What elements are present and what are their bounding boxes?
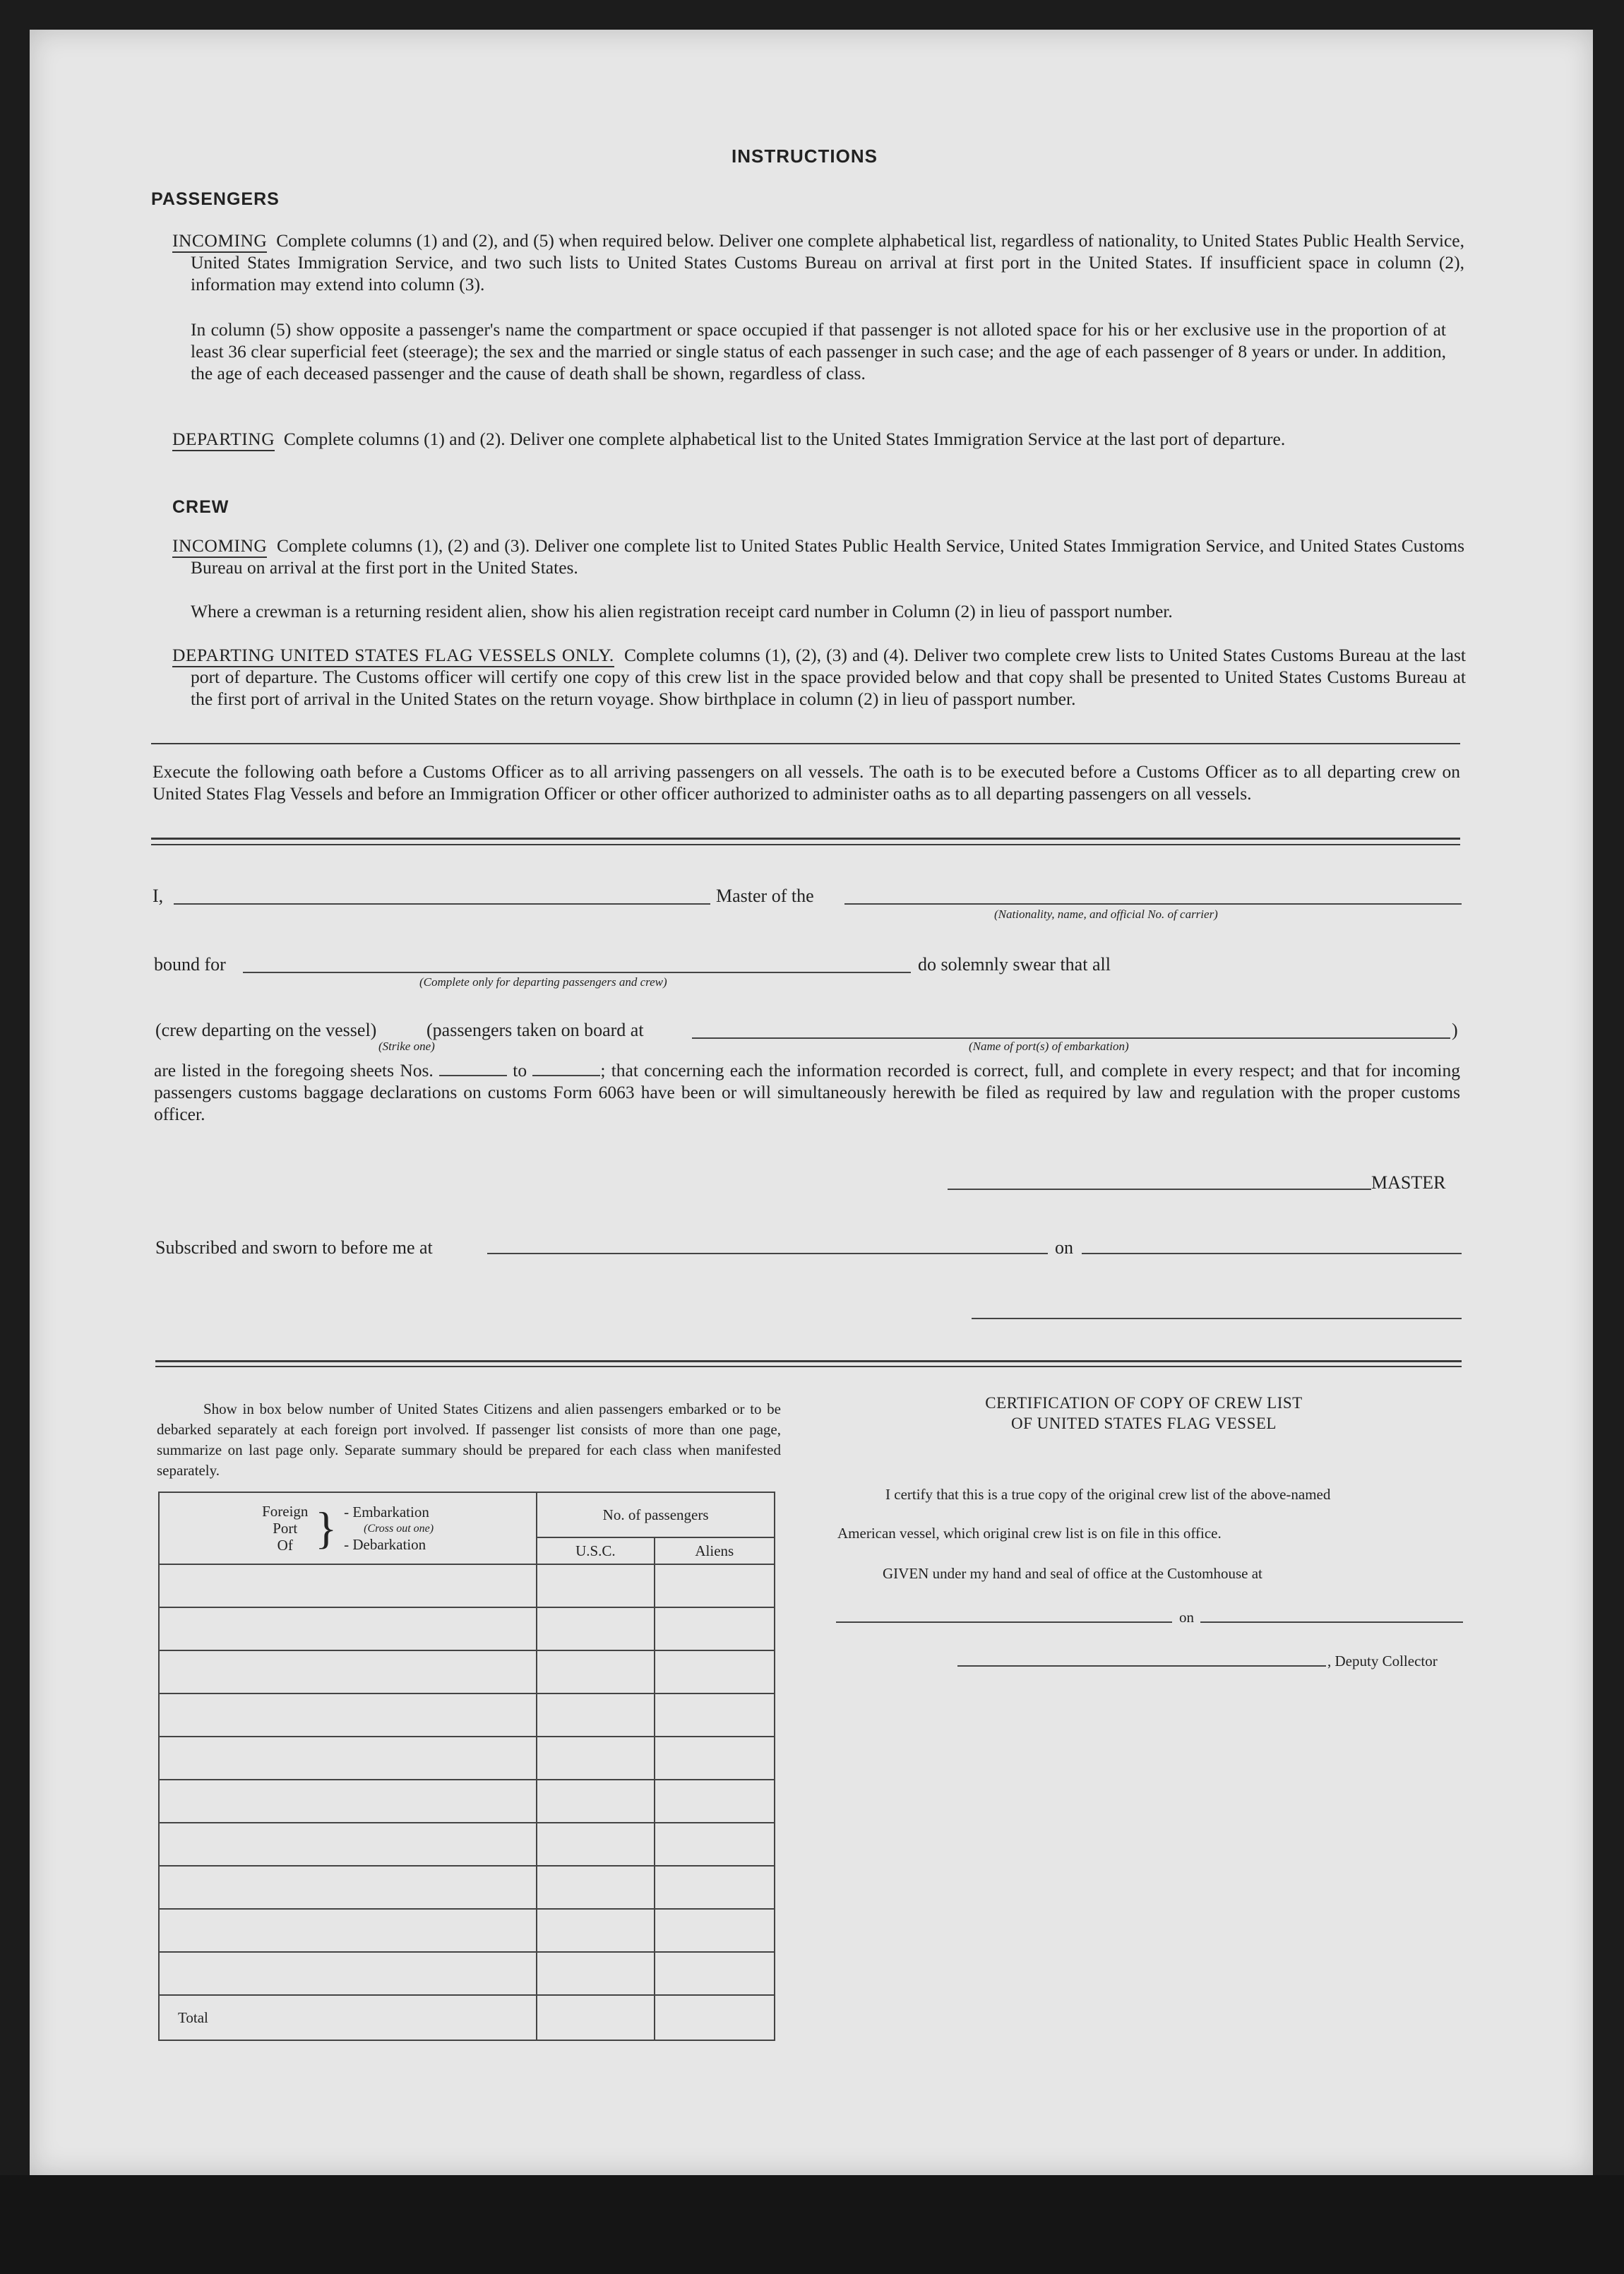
- destination-field[interactable]: [243, 972, 911, 973]
- embarkation-port-field[interactable]: [692, 1037, 1450, 1039]
- listed-suffix: ; that concerning each the information recorded is correct, full, and complete in every respect; and that for incoming passengers customs baggage declarations on customs Form 6063 have been or will simultaneously herewith be filed as required by law and regulation with the proper customs officer.: [154, 1060, 1460, 1124]
- passenger-summary-table: [158, 1492, 775, 2041]
- sheet-to-field[interactable]: [532, 1059, 600, 1076]
- double-rule-top: [151, 838, 1460, 840]
- passengers-taken-label: (passengers taken on board at: [426, 1020, 644, 1040]
- complete-only-note: (Complete only for departing passengers and crew): [419, 975, 667, 989]
- port-cell[interactable]: [159, 1737, 537, 1780]
- instructions-title: INSTRUCTIONS: [732, 145, 878, 167]
- port-label: Port: [273, 1520, 298, 1537]
- strike-note: (Strike one): [378, 1040, 435, 1053]
- table-row: [159, 1737, 775, 1780]
- aliens-cell[interactable]: [655, 1780, 775, 1823]
- table-header-row: [159, 1492, 775, 1537]
- port-cell[interactable]: [159, 1650, 537, 1693]
- table-row: [159, 1607, 775, 1650]
- certification-title-line1: CERTIFICATION OF COPY OF CREW LIST: [985, 1394, 1303, 1412]
- master-name-field[interactable]: [174, 903, 710, 905]
- deputy-collector-signature-field[interactable]: [957, 1665, 1326, 1667]
- table-row: [159, 1866, 775, 1909]
- aliens-cell[interactable]: [655, 1693, 775, 1737]
- aliens-cell[interactable]: [655, 1952, 775, 1995]
- certification-title-line2: OF UNITED STATES FLAG VESSEL: [1011, 1415, 1277, 1432]
- nationality-note: (Nationality, name, and official No. of carrier): [994, 907, 1218, 921]
- sworn-date-field[interactable]: [1082, 1253, 1462, 1254]
- certify-line-1: I certify that this is a true copy of the original crew list of the above-named: [885, 1486, 1331, 1503]
- aliens-cell[interactable]: [655, 1650, 775, 1693]
- listed-statement: [154, 1059, 1460, 1125]
- deputy-collector-label: , Deputy Collector: [1327, 1653, 1438, 1669]
- carrier-field[interactable]: [844, 903, 1462, 905]
- table-row: [159, 1823, 775, 1866]
- passengers-incoming-tag: INCOMING: [172, 230, 267, 253]
- aliens-cell[interactable]: [655, 1607, 775, 1650]
- port-cell[interactable]: [159, 1693, 537, 1737]
- table-row: [159, 1952, 775, 1995]
- swear-label: do solemnly swear that all: [918, 954, 1111, 975]
- customhouse-field[interactable]: [836, 1621, 1172, 1623]
- sheet-from-field[interactable]: [439, 1059, 507, 1076]
- port-cell[interactable]: [159, 1564, 537, 1607]
- passengers-departing-text: Complete columns (1) and (2). Deliver one complete alphabetical list to the United States Immigration Service at the last port of departure.: [283, 429, 1286, 449]
- usc-cell[interactable]: [537, 1909, 654, 1952]
- total-label: Total: [159, 1995, 537, 2040]
- master-label: MASTER: [1371, 1172, 1446, 1193]
- oath-i-label: I,: [153, 886, 164, 906]
- crew-departing-label: (crew departing on the vessel): [155, 1020, 377, 1040]
- usc-cell[interactable]: [537, 1866, 654, 1909]
- crew-incoming-text: Complete columns (1), (2) and (3). Deliver one complete list to United States Public Health Service, United States Immigration Service, and United States Customs Bureau on arrival at the first port in the United States.: [191, 535, 1465, 578]
- aliens-cell[interactable]: [655, 1564, 775, 1607]
- certify-line-2: American vessel, which original crew list is on file in this office.: [837, 1525, 1222, 1542]
- usc-header: U.S.C.: [537, 1537, 654, 1564]
- usc-cell[interactable]: [537, 1564, 654, 1607]
- double-rule-2-bottom: [155, 1366, 1462, 1367]
- listed-prefix: are listed in the foregoing sheets Nos.: [154, 1060, 434, 1081]
- port-cell[interactable]: [159, 1780, 537, 1823]
- double-rule-2-top: [155, 1360, 1462, 1362]
- brace-icon: }: [315, 1503, 338, 1553]
- embarkation-label: - Embarkation: [344, 1503, 429, 1520]
- of-label: Of: [277, 1537, 293, 1554]
- passengers-column5-paragraph: In column (5) show opposite a passenger's name the compartment or space occupied if that passenger is not alloted space for his or her exclusive use in the proportion of at least 36 clear superficial feet (steerage); the sex and the married or single status of each passenger in such case; and the age of each passenger of 8 years or under. In addition, the age of each deceased passenger and the cause of death shall be shown, regardless of class.: [191, 319, 1446, 383]
- foreign-label: Foreign: [262, 1503, 309, 1520]
- usc-cell[interactable]: [537, 1952, 654, 1995]
- master-signature-field[interactable]: [948, 1189, 1371, 1190]
- crew-departing-paragraph: [172, 644, 1466, 710]
- total-aliens-cell[interactable]: [655, 1995, 775, 2040]
- usc-cell[interactable]: [537, 1607, 654, 1650]
- usc-cell[interactable]: [537, 1823, 654, 1866]
- to-label: to: [513, 1060, 527, 1081]
- debarkation-label: - Debarkation: [344, 1535, 426, 1553]
- crew-incoming-paragraph: [172, 535, 1464, 578]
- foreign-port-header: [159, 1492, 537, 1564]
- oath-intro: Execute the following oath before a Customs Officer as to all arriving passengers on all vessels. The oath is to be executed before a Customs Officer as to all departing crew on United States Flag Vessels and before an Immigration Officer or other officer authorized to administer oaths as to all departing passengers on all vessels.: [153, 761, 1460, 804]
- crew-incoming-tag: INCOMING: [172, 535, 267, 558]
- port-note: (Name of port(s) of embarkation): [969, 1040, 1129, 1053]
- aliens-cell[interactable]: [655, 1823, 775, 1866]
- passengers-heading: PASSENGERS: [151, 189, 280, 209]
- crew-departing-text: Complete columns (1), (2), (3) and (4). Deliver two complete crew lists to United States Customs Bureau at the last port of departure. The Customs officer will certify one copy of this crew list in the space provided below and that copy shall be presented to United States Customs Bureau at the first port of arrival in the United States on the return voyage. Show birthplace in column (2) in lieu of passport number.: [191, 645, 1466, 709]
- usc-cell[interactable]: [537, 1693, 654, 1737]
- port-cell[interactable]: [159, 1909, 537, 1952]
- passengers-departing-paragraph: [172, 428, 1464, 450]
- divider-rule: [151, 743, 1460, 744]
- total-row: [159, 1995, 775, 2040]
- usc-cell[interactable]: [537, 1780, 654, 1823]
- table-row: [159, 1780, 775, 1823]
- usc-cell[interactable]: [537, 1737, 654, 1780]
- crew-departing-tag: DEPARTING UNITED STATES FLAG VESSELS ONLY.: [172, 645, 614, 667]
- table-row: [159, 1909, 775, 1952]
- scan-border: [0, 2175, 1624, 2274]
- total-usc-cell[interactable]: [537, 1995, 654, 2040]
- no-of-passengers-header: No. of passengers: [537, 1492, 775, 1537]
- table-row: [159, 1564, 775, 1607]
- port-cell[interactable]: [159, 1866, 537, 1909]
- passengers-departing-tag: DEPARTING: [172, 429, 275, 451]
- bound-for-label: bound for: [154, 954, 226, 975]
- sworn-on-label: on: [1055, 1237, 1073, 1258]
- aliens-header: Aliens: [655, 1537, 775, 1564]
- port-cell[interactable]: [159, 1823, 537, 1866]
- crew-heading: CREW: [172, 497, 229, 517]
- officer-signature-field[interactable]: [972, 1318, 1462, 1319]
- port-cell[interactable]: [159, 1607, 537, 1650]
- passengers-incoming-text: Complete columns (1) and (2), and (5) when required below. Deliver one complete alphabetical list, regardless of nationality, to United States Public Health Service, United States Immigration Service, and two such lists to United States Customs Bureau on arrival at first port in the United States. If insufficient space in column (2), information may extend into column (3).: [191, 230, 1465, 294]
- aliens-cell[interactable]: [655, 1737, 775, 1780]
- close-paren: ): [1452, 1020, 1458, 1040]
- table-row: [159, 1693, 775, 1737]
- port-cell[interactable]: [159, 1952, 537, 1995]
- certification-title: [883, 1393, 1405, 1434]
- sworn-place-field[interactable]: [487, 1253, 1048, 1254]
- crew-alien-paragraph: Where a crewman is a returning resident alien, show his alien registration receipt card number in Column (2) in lieu of passport number.: [191, 601, 1173, 621]
- aliens-cell[interactable]: [655, 1909, 775, 1952]
- usc-cell[interactable]: [537, 1650, 654, 1693]
- subscribed-label: Subscribed and sworn to before me at: [155, 1237, 433, 1258]
- passengers-incoming-paragraph: [172, 230, 1464, 295]
- certification-on-label: on: [1179, 1609, 1194, 1626]
- aliens-cell[interactable]: [655, 1866, 775, 1909]
- table-row: [159, 1650, 775, 1693]
- cross-out-note: (Cross out one): [364, 1522, 434, 1535]
- master-of-label: Master of the: [716, 886, 814, 906]
- certification-date-field[interactable]: [1200, 1621, 1463, 1623]
- given-text: GIVEN under my hand and seal of office at the Customhouse at: [883, 1565, 1262, 1582]
- summary-instructions: Show in box below number of United States Citizens and alien passengers embarked or to be debarked separately at each foreign port involved. If passenger list consists of more than one page, summarize on last page only. Separate summary should be prepared for each class when manifested separately.: [157, 1400, 781, 1479]
- double-rule-bottom: [151, 844, 1460, 845]
